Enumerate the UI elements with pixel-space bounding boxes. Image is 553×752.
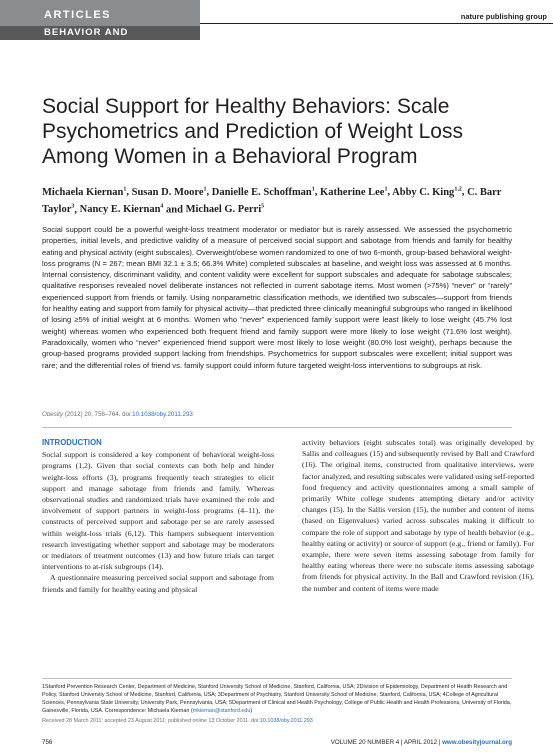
author	[132, 187, 207, 198]
section-heading-introduction: INTRODUCTION	[42, 438, 102, 447]
author-name: Katherine Lee	[320, 186, 385, 198]
page-number: 756	[42, 739, 53, 746]
volume-info	[331, 739, 512, 746]
author-affiliation-number: 3	[71, 203, 75, 210]
received-doi-link[interactable]: 10.1038/oby.2011.293	[259, 718, 313, 724]
right-column	[302, 437, 534, 594]
intro-paragraph-1: Social support is considered a key component of behavioral weight-loss programs (1,2). Given that social contexts can both help and hinder weight-loss efforts (3), programs frequently teach strategies to elicit support and manage sabotage from friends and family. Whereas observational studies and randomized trials have examined the role and involvement of support partners in weight-loss programs (4–11), the constructs of perceived support and sabotage per se are rarely assessed within weight-loss trials (6,12). This hampers subsequent intervention research investigating whether support and sabotage may be moderators or mediators of treatment outcomes (13) and how future trials can target interventions to at-risk subgroups (14).	[42, 450, 274, 572]
author-affiliation-number: 1	[384, 186, 388, 192]
author	[320, 187, 387, 198]
divider	[42, 427, 512, 428]
author	[42, 187, 126, 198]
left-column	[42, 437, 274, 595]
author-affiliation-number: 1	[203, 186, 207, 192]
intro-paragraph-2-continued: activity behaviors (eight subscales total) was originally developed by Sallis and colleagues (15) and subsequently revised by Ball and Crawford (16). The original items, constructed from qualitative interviews, were factor analyzed, and resulting subscales were validated using self-reported food frequency and activity questionnaires among a small sample of primarily White college students attempting dietary and/or activity changes (15). In the Sallis version (15), the number and content of items (based on Eigenvalues) varied across subscales making it difficult to compare the role of support and sabotage by type of health behavior (e.g., healthy eating or activity) or source of support (e.g., friend or family). For example, there were seven items assessing sabotage from family for healthy eating whereas there were no subscale items assessing sabotage from friends for physical activity. In the Ball and Crawford revision (16), the number and content of items were made	[302, 438, 534, 593]
divider	[42, 678, 512, 679]
author-name: Michael G. Perri	[185, 204, 262, 215]
author	[392, 187, 462, 198]
author-affiliation-number: 1	[311, 186, 315, 192]
author-affiliation-number: 4	[160, 203, 164, 210]
publisher-area	[200, 0, 553, 40]
abstract: Social support could be a powerful weight-loss treatment moderator or mediator but is rarely assessed. We assessed the psychometric properties, initial levels, and predictive validity of a measure of perceived social support and sabotage from friends and family for healthy eating and physical activity (eight subscales). Overweight/obese women randomized to one of two 6-month, group-based behavioral weight-loss programs (N = 267; mean BMI 32.1 ± 3.5; 66.3% White) completed subscales at baseline, and weight loss was assessed at 6 months. Internal consistency, discriminant validity, and content validity were excellent for support subscales and adequate for sabotage subscales; qualitative responses revealed novel deliberate instances not reflected in current sabotage items. Most women (>75%) “never” or “rarely” experienced support from friends or family. Using nonparametric classification methods, we identified two subscales—support from friends for healthy eating and support from family for physical activity—that predicted three clinically meaningful subgroups who ranged in likelihood of losing ≥5% of initial weight at 6 months. Women who “never” experienced family support were least likely to lose weight (45.7% lost weight) whereas women who experienced both frequent friend and family support were more likely to lose weight (71.6% lost weight). Paradoxically, women who “never” experienced friend support were most likely to lose weight (80.0% lost weight), perhaps because the group-based programs provided support lacking from friendships. Psychometrics for support subscales were excellent; initial support was rare; and the differential roles of friend vs. family support could inform future targeted weight-loss interventions to subgroups at risk.	[42, 225, 512, 370]
author-affiliation-number: 5	[261, 203, 265, 210]
author-affiliation-number: 1,2	[454, 186, 462, 192]
author-name: Abby C. King	[392, 186, 455, 198]
correspondence-email-link[interactable]: mkiernan@stanford.edu	[192, 708, 251, 714]
intro-paragraph-2: A questionnaire measuring perceived social support and sabotage from friends and family for healthy eating and physical	[42, 573, 274, 594]
author	[212, 187, 315, 198]
category-label: ARTICLES	[0, 8, 200, 22]
author-name: C. Barr Taylor	[42, 186, 502, 215]
author-name: Michaela Kiernan	[42, 186, 124, 198]
article-title: Social Support for Healthy Behaviors: Scale Psychometrics and Prediction of Weight Loss Among Women in a Behavioral Program	[42, 95, 463, 168]
author-name: Nancy E. Kiernan	[79, 204, 161, 215]
citation-doi-link[interactable]: 10.1038/oby.2011.293	[132, 411, 193, 418]
author-name: Danielle E. Schoffman	[211, 186, 312, 198]
received-dates	[42, 718, 512, 724]
author-list: Michaela Kiernan$^1$, Susan D. Moore$^1$, Danielle E. Schoffman$^1$, Katherine Lee$^1$, Abby C. King$^{1,2}$, C. Barr Taylor$^3$, Nancy E. Kiernan$^4$ and Michael G. Perri$^5$	[42, 186, 502, 215]
header-rule	[200, 23, 553, 24]
author	[80, 204, 164, 215]
author-name: Susan D. Moore	[131, 186, 204, 198]
affiliations-text: 1Stanford Prevention Research Center, Department of Medicine, Stanford University School of Medicine, Stanford, California, USA; 2Division of Epidemiology, Department of Health Research and Policy, Stanford University School of Medicine, Stanford, California, USA; 3Department of Psychiatry, Stanford University School of Medicine, Stanford, California, USA; 4College of Agricultural Sciences, Pennsylvania State University, University Park, Pennsylvania, USA; 5Department of Clinical and Health Psychology, College of Public Health and Health Professions, University of Florida, Gainesville, Florida, USA. Correspondence: Michaela Kiernan (	[42, 684, 512, 714]
citation-line	[42, 411, 193, 418]
citation-details: (2012) 20, 756–764. doi:	[64, 411, 133, 418]
author	[186, 204, 265, 215]
citation-journal: Obesity	[42, 411, 63, 418]
author-affiliation-number: 1	[123, 186, 127, 192]
publisher-name: nature publishing group	[460, 12, 547, 21]
received-text: Received 28 March 2011; accepted 23 August 2011; published online 13 October 2011. doi:	[42, 718, 260, 724]
volume-text: VOLUME 20 NUMBER 4 | APRIL 2012 |	[330, 739, 443, 746]
journal-website-link[interactable]: www.obesityjournal.org	[442, 739, 512, 746]
section-label: BEHAVIOR AND PSYCHOLOGY	[0, 26, 200, 40]
affiliations-end: )	[250, 708, 253, 714]
affiliations	[42, 683, 512, 715]
